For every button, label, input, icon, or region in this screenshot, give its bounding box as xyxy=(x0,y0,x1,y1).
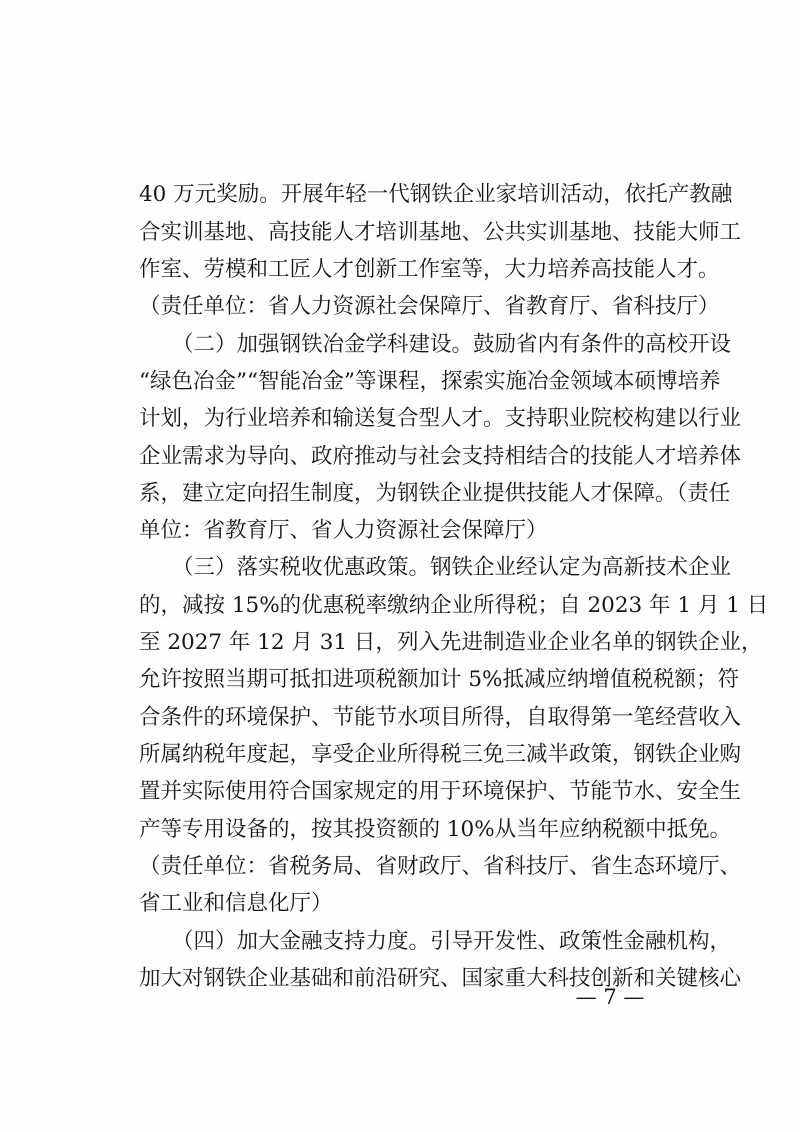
section-heading-4: （四）加大金融支持力度。引导开发性、政策性金融机构， xyxy=(172,929,732,954)
text-line: 省工业和信息化厅） xyxy=(139,891,333,916)
text-line: 产等专用设备的，按其投资额的 10%从当年应纳税额中抵免。 xyxy=(139,817,732,842)
text-line: “绿色冶金”“智能冶金”等课程，探索实施冶金领域本硕博培养 xyxy=(139,369,721,394)
text-line: 置并实际使用符合国家规定的用于环境保护、节能节水、安全生 xyxy=(139,779,742,804)
text-line: 单位：省教育厅、省人力资源社会保障厅） xyxy=(139,518,548,543)
text-line: 允许按照当期可抵扣进项税额加计 5%抵减应纳增值税税额；符 xyxy=(139,667,739,692)
text-line: 的，减按 15%的优惠税率缴纳企业所得税；自 2023 年 1 月 1 日 xyxy=(139,593,769,618)
text-line: 合条件的环境保护、节能节水项目所得，自取得第一笔经营收入 xyxy=(139,705,742,730)
text-line: 所属纳税年度起，享受企业所得税三免三减半政策，钢铁企业购 xyxy=(139,742,742,767)
text-line: 计划，为行业培养和输送复合型人才。支持职业院校构建以行业 xyxy=(139,406,742,431)
section-heading-3: （三）落实税收优惠政策。钢铁企业经认定为高新技术企业 xyxy=(172,555,732,580)
text-line: 40 万元奖励。开展年轻一代钢铁企业家培训活动，依托产教融 xyxy=(139,182,733,207)
text-line: 加大对钢铁企业基础和前沿研究、国家重大科技创新和关键核心 xyxy=(139,966,742,991)
text-line: 企业需求为导向、政府推动与社会支持相结合的技能人才培养体 xyxy=(139,444,742,469)
text-line: 至 2027 年 12 月 31 日，列入先进制造业企业名单的钢铁企业， xyxy=(139,630,763,655)
text-line: 合实训基地、高技能人才培训基地、公共实训基地、技能大师工 xyxy=(139,220,742,245)
text-line: 系，建立定向招生制度，为钢铁企业提供技能人才保障。（责任 xyxy=(139,481,731,506)
page-number: — 7 — xyxy=(575,985,645,1009)
text-line: 作室、劳模和工匠人才创新工作室等，大力培养高技能人才。 xyxy=(139,257,720,282)
text-line: （责任单位：省税务局、省财政厅、省科技厅、省生态环境厅、 xyxy=(139,854,742,879)
section-heading-2: （二）加强钢铁冶金学科建设。鼓励省内有条件的高校开设 xyxy=(172,332,732,357)
text-line: （责任单位：省人力资源社会保障厅、省教育厅、省科技厅） xyxy=(139,294,720,319)
